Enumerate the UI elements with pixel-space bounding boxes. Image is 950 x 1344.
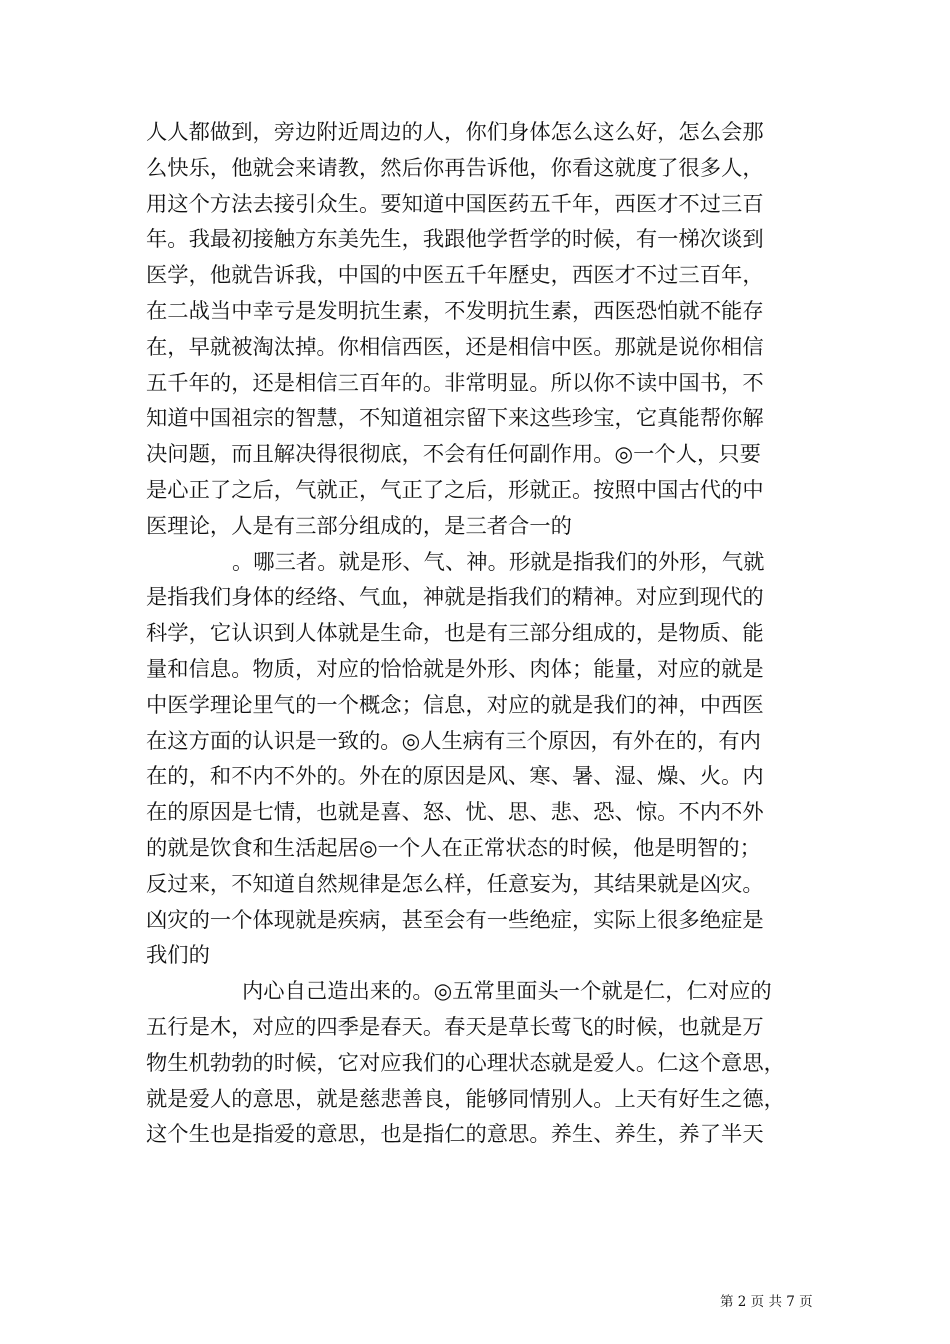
text-line: 么快乐，他就会来请教，然后你再告诉他，你看这就度了很多人， [146, 155, 764, 181]
text-line-indented: 。哪三者。就是形、气、神。形就是指我们的外形，气就 [232, 549, 765, 575]
text-line-indented: 内心自己造出来的。◎五常里面头一个就是仁，仁对应的 [242, 979, 772, 1005]
body-text [146, 115, 806, 1153]
text-line: 这个生也是指爱的意思，也是指仁的意思。养生、养生，养了半天 [146, 1122, 764, 1148]
text-line: 在二战当中幸亏是发明抗生素，不发明抗生素，西医恐怕就不能存 [146, 298, 764, 324]
text-line: 在的，和不内不外的。外在的原因是风、寒、暑、湿、燥、火。内 [146, 764, 764, 790]
text-line: 在这方面的认识是一致的。◎人生病有三个原因，有外在的，有内 [146, 728, 761, 754]
text-line: 是指我们身体的经络、气血，神就是指我们的精神。对应到现代的 [146, 585, 764, 611]
text-line: 量和信息。物质，对应的恰恰就是外形、肉体；能量，对应的就是 [146, 656, 764, 682]
text-line: 是心正了之后，气就正，气正了之后，形就正。按照中国古代的中 [146, 477, 764, 503]
text-line: 人人都做到，旁边附近周边的人，你们身体怎么这么好，怎么会那 [146, 120, 764, 145]
text-line: 中医学理论里气的一个概念；信息，对应的就是我们的神，中西医 [146, 692, 764, 718]
text-line: 凶灾的一个体现就是疾病，甚至会有一些绝症，实际上很多绝症是 [146, 907, 764, 933]
text-line: 医学，他就告诉我，中国的中医五千年歷史，西医才不过三百年， [146, 263, 764, 289]
text-line: 反过来，不知道自然规律是怎么样，任意妄为，其结果就是凶灾。 [146, 871, 764, 897]
text-line: 科学，它认识到人体就是生命，也是有三部分组成的，是物质、能 [146, 621, 764, 647]
text-line: 在的原因是七情，也就是喜、怒、忧、思、悲、恐、惊。不内不外 [146, 800, 764, 826]
text-line: 我们的 [146, 943, 210, 969]
text-line: 五行是木，对应的四季是春天。春天是草长莺飞的时候，也就是万 [146, 1014, 764, 1040]
text-line: 就是爱人的意思，就是慈悲善良，能够同情别人。上天有好生之德， [146, 1086, 785, 1112]
text-line: 医理论，人是有三部分组成的，是三者合一的 [146, 513, 572, 539]
page-number-footer: 第 2 页 共 7 页 [720, 1294, 813, 1310]
text-line: 在，早就被淘汰掉。你相信西医，还是相信中医。那就是说你相信 [146, 334, 764, 360]
text-line: 用这个方法去接引众生。要知道中国医药五千年，西医才不过三百 [146, 191, 764, 217]
text-line: 决问题，而且解决得很彻底，不会有任何副作用。◎一个人，只要 [146, 442, 761, 468]
text-line: 年。我最初接触方东美先生，我跟他学哲学的时候，有一梯次谈到 [146, 227, 764, 253]
text-line: 五千年的，还是相信三百年的。非常明显。所以你不读中国书，不 [146, 370, 764, 396]
text-line: 知道中国祖宗的智慧，不知道祖宗留下来这些珍宝，它真能帮你解 [146, 406, 764, 432]
text-line: 物生机勃勃的时候，它对应我们的心理状态就是爱人。仁这个意思， [146, 1050, 785, 1076]
text-line: 的就是饮食和生活起居◎一个人在正常状态的时候，他是明智的； [146, 835, 761, 861]
